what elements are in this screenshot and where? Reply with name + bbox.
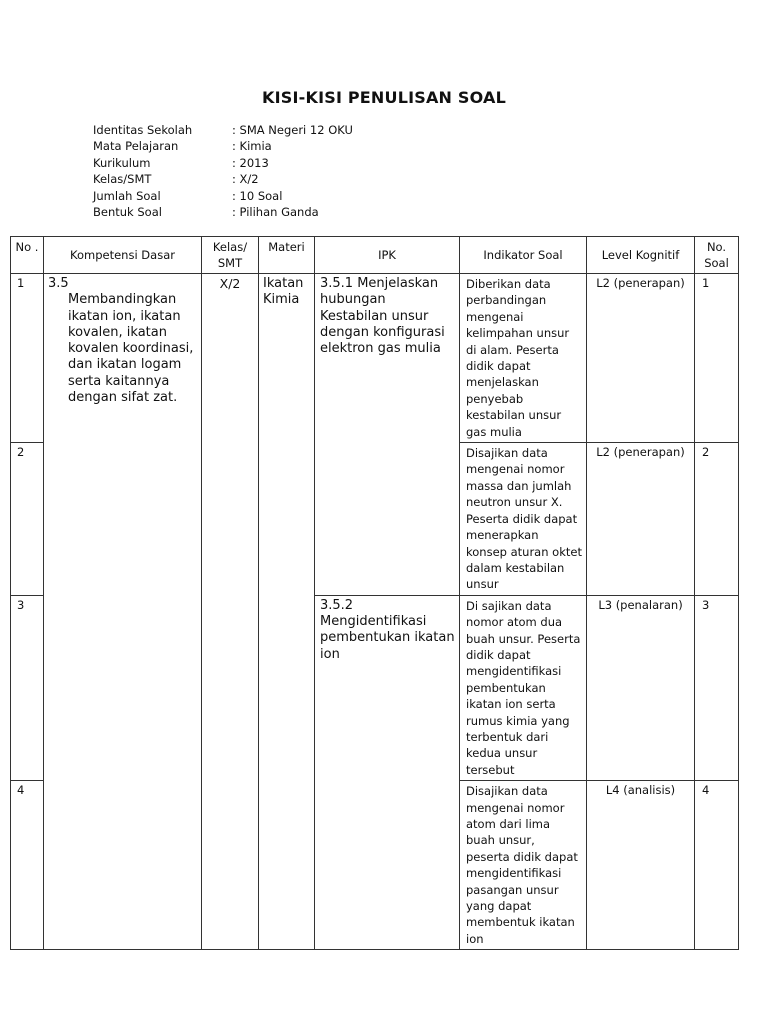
indikator-soal-cell: Di sajikan data nomor atom dua buah unsur. Peserta didik dapat mengidentifikasi pembentukan ikatan ion serta rumus kimia yang terbentuk dari kedua unsur tersebut [460, 595, 587, 780]
kompetensi-dasar-cell [44, 274, 202, 950]
indikator-soal-cell: Diberikan data perbandingan mengenai kelimpahan unsur di alam. Peserta didik dapat menjelaskan penyebab kestabilan unsur gas mulia [460, 274, 587, 443]
row-number: 1 [11, 274, 44, 443]
level-kognitif-cell: L3 (penalaran) [587, 595, 695, 780]
header-materi: Materi [259, 237, 315, 274]
identity-label: Jumlah Soal [93, 188, 161, 203]
indikator-soal-cell: Disajikan data mengenai nomor massa dan jumlah neutron unsur X. Peserta didik dapat menerapkan konsep aturan oktet dalam kestabilan unsur [460, 443, 587, 596]
kelas-cell: X/2 [202, 274, 259, 950]
row-number: 4 [11, 781, 44, 950]
identity-block [93, 122, 353, 220]
level-kognitif-cell: L2 (penerapan) [587, 443, 695, 596]
indikator-soal-cell: Disajikan data mengenai nomor atom dari lima buah unsur, peserta didik dapat mengidentifikasi pasangan unsur yang dapat membentuk ikatan ion [460, 781, 587, 950]
identity-row-question-count [93, 188, 353, 204]
identity-value: : Pilihan Ganda [232, 205, 319, 220]
ipk-cell-2: 3.5.2 Mengidentifikasi pembentukan ikatan ion [315, 595, 460, 950]
no-soal-cell: 1 [695, 274, 739, 443]
kd-number: 3.5 [48, 276, 69, 291]
ipk-cell-1: 3.5.1 Menjelaskan hubungan Kestabilan unsur dengan konfigurasi elektron gas mulia [315, 274, 460, 596]
header-indikator-soal: Indikator Soal [460, 237, 587, 274]
identity-row-class [93, 171, 353, 187]
identity-label: Identitas Sekolah [93, 123, 193, 137]
kisi-kisi-table [10, 236, 739, 950]
identity-value: : SMA Negeri 12 OKU [232, 123, 353, 137]
identity-label: Kelas/SMT [93, 172, 152, 187]
identity-row-school [93, 122, 353, 138]
identity-value: : Kimia [232, 139, 272, 154]
table-row [11, 274, 739, 443]
header-no-soal: No. Soal [695, 237, 739, 274]
header-no: No . [11, 237, 44, 274]
identity-value: : X/2 [232, 172, 259, 187]
header-kelas-smt: Kelas/ SMT [202, 237, 259, 274]
level-kognitif-cell: L4 (analisis) [587, 781, 695, 950]
no-soal-cell: 3 [695, 595, 739, 780]
identity-row-question-type [93, 204, 353, 220]
identity-label: Kurikulum [93, 155, 151, 170]
identity-label: Bentuk Soal [93, 205, 162, 220]
row-number: 2 [11, 443, 44, 596]
header-kompetensi-dasar: Kompetensi Dasar [44, 237, 202, 274]
identity-row-subject [93, 138, 353, 154]
row-number: 3 [11, 595, 44, 780]
page-title: KISI-KISI PENULISAN SOAL [262, 88, 506, 107]
identity-value: : 2013 [232, 155, 269, 170]
identity-label: Mata Pelajaran [93, 139, 179, 154]
identity-value: : 10 Soal [232, 188, 283, 203]
header-level-kognitif: Level Kognitif [587, 237, 695, 274]
table-header-row [11, 237, 739, 274]
identity-row-curriculum [93, 155, 353, 171]
no-soal-cell: 2 [695, 443, 739, 596]
kd-text: Membandingkan ikatan ion, ikatan kovalen, ikatan kovalen koordinasi, dan ikatan logam serta kaitannya dengan sifat zat. [68, 292, 194, 406]
level-kognitif-cell: L2 (penerapan) [587, 274, 695, 443]
no-soal-cell: 4 [695, 781, 739, 950]
header-ipk: IPK [315, 237, 460, 274]
materi-cell: Ikatan Kimia [259, 274, 315, 950]
